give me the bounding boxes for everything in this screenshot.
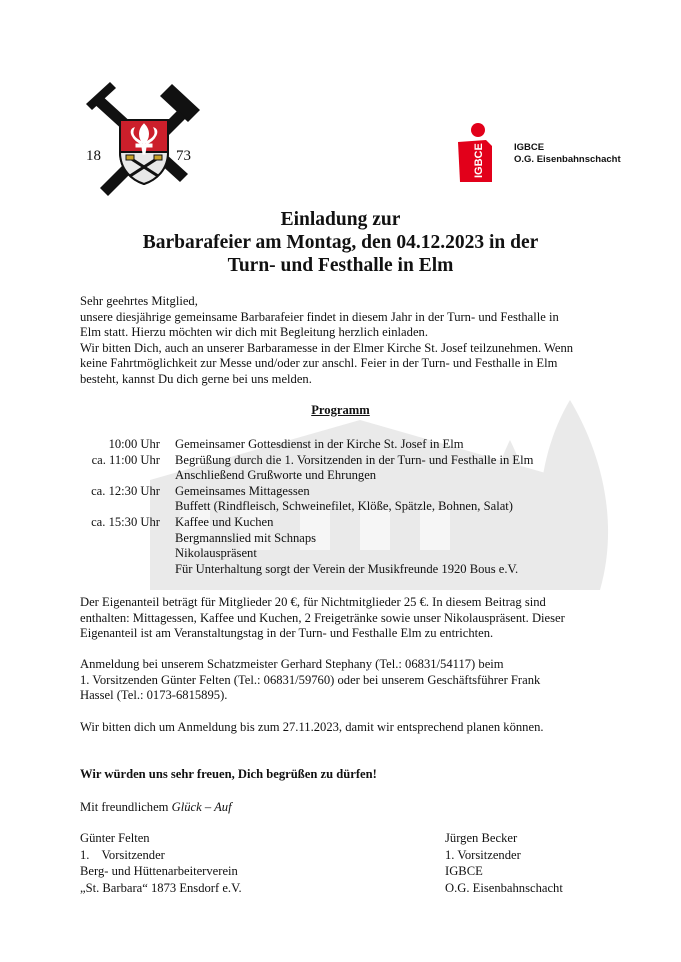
igbce-org-line1: IGBCE [514,142,545,153]
cost-line-2: enthalten: Mittagessen, Kaffee und Kuchen, 2 Freigetränke sowie unser Nikolauspräsent. Dieser [80,610,565,625]
signature-right-org2: O.G. Eisenbahnschacht [445,880,563,895]
schedule-text: Buffett (Rindfleisch, Schweinefilet, Klöße, Spätzle, Bohnen, Salat) [175,499,513,514]
intro-line-3: Wir bitten Dich, auch an unserer Barbaramesse in der Elmer Kirche St. Josef teilzunehmen. Wenn [80,340,574,355]
signature-left-role-label: Vorsitzender [101,847,165,862]
igbce-org-label [514,142,621,166]
schedule-time: ca. 12:30 Uhr [91,483,160,498]
cost-line-1: Der Eigenanteil beträgt für Mitglieder 20 €, für Nichtmitglieder 25 €. In diesem Beitrag sind [80,595,546,609]
schedule-text: Kaffee und Kuchen [175,514,274,529]
greeting-prefix: Mit freundlichem [80,800,169,814]
schedule-text: Begrüßung durch die 1. Vorsitzenden in der Turn- und Festhalle in Elm [175,452,534,467]
intro-line-1: unsere diesjährige gemeinsame Barbarafeier findet in diesem Jahr in der Turn- und Festhalle in [80,309,559,324]
signature-left-org: Berg- und Hüttenarbeiterverein [80,864,238,878]
registration-line-1: Anmeldung bei unserem Schatzmeister Gerhard Stephany (Tel.: 06831/54117) beim [80,657,504,671]
deadline-text: Wir bitten dich um Anmeldung bis zum 27.11.2023, damit wir entsprechend planen können. [80,720,544,734]
signature-left-name: Günter Felten [80,831,150,845]
signature-right-org: IGBCE [445,864,483,878]
closing-sentence: Wir würden uns sehr freuen, Dich begrüßen zu dürfen! [80,767,377,781]
schedule-row [80,484,610,500]
invitation-headline [0,208,681,277]
schedule-text: Anschließend Grußworte und Ehrungen [175,468,377,483]
registration-line-3: Hassel (Tel.: 0173-6815895). [80,688,228,703]
schedule-row [80,531,610,547]
schedule-row [80,515,610,531]
greeting-glueck-auf: Glück – Auf [171,800,232,814]
igbce-logo-text: IGBCE [473,143,485,178]
signature-left-role-number: 1. [80,847,90,862]
schedule-row [80,453,610,469]
programm-schedule [80,437,610,577]
signature-right-name: Jürgen Becker [445,831,518,845]
schedule-time [80,499,175,515]
crest-year-right: 73 [176,148,191,164]
salutation: Sehr geehrtes Mitglied, [80,294,198,308]
intro-paragraph [80,294,610,388]
cost-paragraph [80,595,610,642]
schedule-row [80,499,610,515]
schedule-text: Bergmannslied mit Schnaps [175,530,317,545]
registration-line-2: 1. Vorsitzenden Günter Felten (Tel.: 06831/59760) oder bei unserem Geschäftsführer Frank [80,672,541,687]
signature-left [80,830,380,896]
signature-left-role [80,847,380,864]
intro-line-5: besteht, kannst Du dich gerne bei uns melden. [80,371,312,386]
igbce-org-line2: O.G. Eisenbahnschacht [514,154,621,165]
igbce-fist-logo-icon [456,122,496,184]
headline-line-2: Barbarafeier am Montag, den 04.12.2023 in der [142,232,539,253]
schedule-text: Für Unterhaltung sorgt der Verein der Musikfreunde 1920 Bous e.V. [175,561,519,576]
schedule-time: ca. 15:30 Uhr [91,514,160,529]
signature-right [445,830,645,896]
schedule-time [80,468,175,484]
schedule-row [80,437,610,453]
intro-line-4: keine Fahrtmöglichkeit zur Messe und/oder zur anschl. Feier in der Turn- und Festhalle in Elm [80,356,558,371]
schedule-text: Gemeinsamer Gottesdienst in der Kirche St. Josef in Elm [175,437,464,451]
schedule-row [80,468,610,484]
schedule-time [80,546,175,562]
headline-line-1: Einladung zur [280,209,401,230]
schedule-time: ca. 11:00 Uhr [91,452,160,467]
schedule-text: Nikolauspräsent [175,546,257,561]
schedule-row [80,562,610,578]
schedule-time: 10:00 Uhr [108,437,160,451]
headline-line-3: Turn- und Festhalle in Elm [227,255,454,276]
hammer-and-pick-crest-icon [80,78,208,206]
schedule-time [80,562,175,578]
intro-line-2: Elm statt. Hierzu möchten wir dich mit Begleitung herzlich einladen. [80,325,428,340]
cost-line-3: Eigenanteil ist am Veranstaltungstag in der Turn- und Festhalle Elm zu entrichten. [80,626,494,641]
schedule-text: Gemeinsames Mittagessen [175,483,310,498]
signature-right-role: 1. Vorsitzender [445,847,521,862]
crest-year-left: 18 [86,148,101,164]
programm-title: Programm [311,403,370,417]
schedule-time [80,531,175,547]
signature-left-org2: „St. Barbara“ 1873 Ensdorf e.V. [80,880,242,895]
greeting [80,800,610,816]
schedule-row [80,546,610,562]
registration-paragraph [80,657,610,704]
